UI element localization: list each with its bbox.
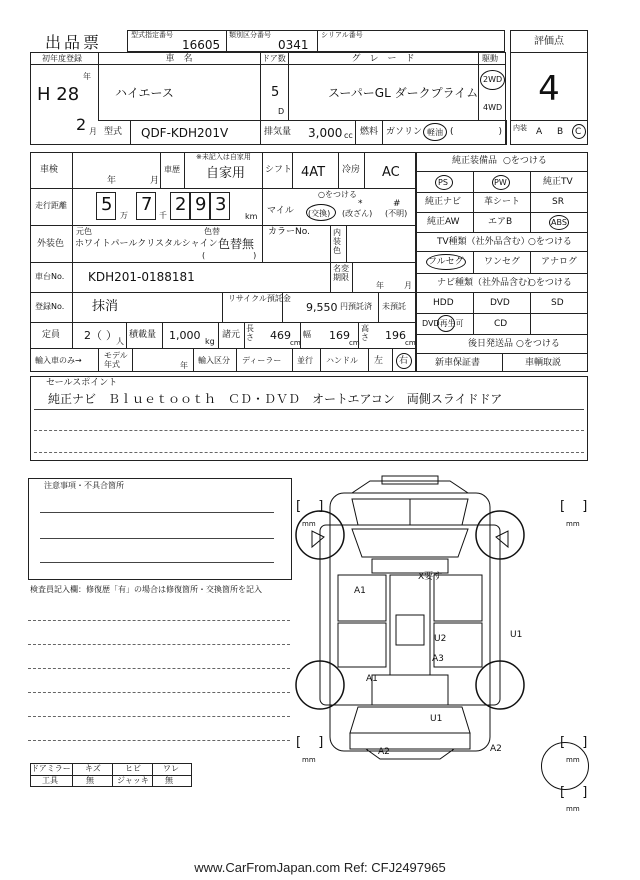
tv-label: TV種類（社外品含む） xyxy=(437,237,530,247)
mark-u1-rear: U1 xyxy=(430,714,443,724)
mark-a2-left: A2 xyxy=(378,747,390,757)
interior-color-label: 内装色 xyxy=(333,228,341,255)
class-no-label: 類別区分番号 xyxy=(229,31,271,39)
mileage-digit-3: 2 xyxy=(175,194,187,215)
grade-value: スーパーGL ダークプライム xyxy=(328,86,479,100)
tv-circle-note: ○をつける xyxy=(528,237,572,247)
mileage-digit-5: 3 xyxy=(215,194,227,215)
sales-label: セールスポイント xyxy=(46,378,118,388)
navi-cd: CD xyxy=(494,319,508,329)
mile-mark-star: * xyxy=(358,199,363,209)
title-change-year-unit: 年 xyxy=(376,281,384,290)
kg-unit: kg xyxy=(205,337,215,346)
recycle-not-deposited: 未預託 xyxy=(382,302,406,311)
mileage-label: 走行距離 xyxy=(35,201,67,210)
missing-jack-value: 無 xyxy=(165,776,173,785)
factory-label: 純正装備品 xyxy=(452,156,498,166)
watermark-text: www.CarFromJapan.com Ref: CFJ2497965 xyxy=(194,860,446,875)
missing-jack: ジャッキ xyxy=(117,776,149,785)
displacement-label: 排気量 xyxy=(264,127,292,137)
inspector-label: 検査員記入欄：修復歴「有」の場合は修復箇所・交換箇所を記入 xyxy=(30,585,262,594)
load-value: 1,000 xyxy=(169,329,201,342)
mileage-man-unit: 万 xyxy=(120,211,128,220)
equip-leather: 革シート xyxy=(484,197,521,207)
first-reg-era: H 28 xyxy=(37,84,80,105)
length-label: 長さ xyxy=(246,324,254,342)
spare-tire xyxy=(541,742,589,790)
later-circle-note: ○をつける xyxy=(516,339,560,349)
import-dealer: ディーラー xyxy=(242,356,282,365)
color-no-label: カラーNo. xyxy=(268,227,310,237)
tire-rr-mm: mm xyxy=(566,756,580,764)
missing-tools: 工具 xyxy=(42,776,58,785)
shift-label: シフト xyxy=(265,165,293,175)
fuel-diesel: 軽油 xyxy=(427,128,443,137)
height-label: 高さ xyxy=(361,324,369,342)
tire-rl-bracket: [ ] xyxy=(296,735,324,750)
tv-fullseg: フルセグ xyxy=(428,257,464,267)
ac-value: AC xyxy=(382,165,400,180)
import-class-label: 輸入区分 xyxy=(198,356,230,365)
tire-rl-mm: mm xyxy=(302,756,316,764)
interior-b: B xyxy=(557,127,564,137)
sales-text: 純正ナビ Ｂｌｕｅｔｏｏｔｈ ＣＤ・ＤＶＤ オートエアコン 両側スライドドア xyxy=(48,392,503,406)
first-reg-month-unit: 月 xyxy=(89,127,97,136)
history-note: ※未記入は自家用 xyxy=(196,153,251,161)
doors-label: ドア数 xyxy=(262,54,286,63)
first-reg-label: 初年度登録 xyxy=(42,54,82,63)
capacity-paren: ） xyxy=(106,329,117,342)
shaken-month-unit: 月 xyxy=(150,176,160,186)
recycle-unit: 円預託済 xyxy=(340,302,372,311)
capacity-label: 定員 xyxy=(42,330,61,340)
history-value: 自家用 xyxy=(206,166,246,181)
width-value: 169 xyxy=(329,329,350,342)
equip-abs: ABS xyxy=(551,218,567,227)
tire-fl-bracket: [ ] xyxy=(296,499,324,514)
mark-a1-rear-left: A1 xyxy=(366,674,378,684)
doc-title: 出品票 xyxy=(45,33,103,52)
mark-u2: U2 xyxy=(434,634,447,644)
navi-dvd: DVD xyxy=(490,298,510,308)
first-reg-year-unit: 年 xyxy=(83,72,91,81)
mark-a2-right: A2 xyxy=(490,744,502,754)
displacement-value: 3,000 xyxy=(308,126,343,140)
tire-spare-bracket: [ ] xyxy=(560,785,588,800)
fuel-label: 燃料 xyxy=(360,127,379,137)
interior-c: C xyxy=(575,127,582,137)
tv-analog: アナログ xyxy=(541,257,578,267)
color-change-label: 色替 xyxy=(204,227,220,236)
tire-fl-mm: mm xyxy=(302,520,316,528)
load-label: 積載量 xyxy=(129,330,157,340)
chassis-label: 車台No. xyxy=(35,272,65,281)
model-year-label: モデル年式 xyxy=(104,351,128,369)
handle-left: 左 xyxy=(374,356,384,366)
later-label: 後日発送品 xyxy=(468,339,514,349)
doors-suffix: D xyxy=(278,107,285,116)
width-cm: cm xyxy=(349,339,360,347)
shaken-year-unit: 年 xyxy=(107,176,117,186)
sales-section xyxy=(30,376,588,461)
type-no: 16605 xyxy=(182,38,221,52)
equip-ps: PS xyxy=(438,178,448,187)
history-label: 車歴 xyxy=(164,165,180,174)
model-label: 型式 xyxy=(104,127,123,137)
model-value: QDF-KDH201V xyxy=(141,126,229,140)
caution-label: 注意事項・不具合箇所 xyxy=(44,481,124,490)
color-change-paren: ( ) xyxy=(202,251,257,260)
fuel-other: ( ) xyxy=(450,127,503,137)
shaken-label: 車検 xyxy=(40,165,59,175)
missing-tools-value: 無 xyxy=(86,776,94,785)
import-parallel: 並行 xyxy=(297,356,313,365)
capacity-value: 2（ xyxy=(84,329,102,342)
equip-pw: PW xyxy=(494,178,507,187)
reg-label: 登録No. xyxy=(35,302,65,311)
interior-a: A xyxy=(536,127,543,137)
person-unit: 人 xyxy=(116,337,124,346)
equip-navi: 純正ナビ xyxy=(425,197,462,207)
class-no: 0341 xyxy=(278,38,309,52)
equip-aw: 純正AW xyxy=(427,217,460,227)
length-value: 469 xyxy=(270,329,291,342)
mile-label: マイル xyxy=(267,206,294,216)
import-label: 輸入車のみ→ xyxy=(35,356,82,365)
tire-spare-mm: mm xyxy=(566,805,580,813)
recycle-label: リサイクル預託金 xyxy=(228,294,291,303)
score-label: 評価点 xyxy=(534,36,564,47)
equip-tv: 純正TV xyxy=(543,177,573,187)
mile-tampered: (改ざん) xyxy=(342,209,373,218)
mark-a1-front-left: A1 xyxy=(354,586,366,596)
title-change-label: 名変期限 xyxy=(333,264,349,282)
tv-oneseg: ワンセグ xyxy=(484,257,521,267)
cc-unit: cc xyxy=(344,131,353,140)
car-name: ハイエース xyxy=(115,86,174,100)
title-change-month-unit: 月 xyxy=(404,281,412,290)
handle-label: ハンドル xyxy=(326,356,358,365)
height-value: 196 xyxy=(385,329,406,342)
color-label: 外装色 xyxy=(37,239,65,249)
serial-label: シリアル番号 xyxy=(321,31,363,39)
km-unit: km xyxy=(245,212,258,221)
missing-header-mirror: ドアミラー xyxy=(31,764,71,773)
missing-header-crack: ヒビ xyxy=(125,764,141,773)
drive-4wd: 4WD xyxy=(483,103,503,112)
import-year-unit: 年 xyxy=(180,361,188,370)
mark-u1-right: U1 xyxy=(510,630,523,640)
doors-value: 5 xyxy=(271,85,280,100)
grade-label: グ レ ー ド xyxy=(351,54,415,64)
mark-x-needs: X要す xyxy=(418,572,443,582)
mile-mark-hash: # xyxy=(393,199,401,209)
caution-box xyxy=(28,478,292,580)
navi-dvd-playback: DVD再生可 xyxy=(422,319,464,328)
handle-right: 右 xyxy=(399,356,409,366)
navi-sd: SD xyxy=(551,298,564,308)
color-change-value: 色替無 xyxy=(218,237,255,251)
orig-color-label: 元色 xyxy=(76,227,92,236)
equip-sr: SR xyxy=(552,197,564,207)
size-label: 諸元 xyxy=(222,330,241,340)
navi-type-label: ナビ種類（社外品含む） xyxy=(437,278,537,288)
height-cm: cm xyxy=(405,339,416,347)
tire-rr-bracket: [ ] xyxy=(560,735,588,750)
later-warranty: 新車保証書 xyxy=(435,358,481,368)
drive-label: 駆動 xyxy=(482,54,498,63)
reg-value: 抹消 xyxy=(92,299,119,314)
navi-hdd: HDD xyxy=(433,298,454,308)
first-reg-month: 2 xyxy=(76,115,87,134)
car-name-label: 車 名 xyxy=(165,54,193,64)
equip-airbag: エアB xyxy=(488,217,513,227)
later-manual: 車輌取説 xyxy=(525,358,562,368)
orig-color: ホワイトパールクリスタルシャイン xyxy=(75,239,218,249)
shift-value: 4AT xyxy=(301,165,326,180)
type-no-label: 型式指定番号 xyxy=(131,31,173,39)
missing-header-scratch: キズ xyxy=(85,764,101,773)
mileage-sen-unit: 千 xyxy=(159,211,167,220)
drive-2wd: 2WD xyxy=(483,75,503,84)
mark-a3: A3 xyxy=(432,654,444,664)
recycle-value: 9,550 xyxy=(306,301,338,314)
mileage-digit-2: 7 xyxy=(141,194,153,215)
ac-label: 冷房 xyxy=(342,165,361,175)
mileage-digit-1: 5 xyxy=(101,194,113,215)
width-label: 幅 xyxy=(303,330,311,339)
score-value: 4 xyxy=(538,69,560,109)
mile-circle-note: ○をつける xyxy=(318,190,357,199)
mile-exchange: (交換) xyxy=(308,209,331,218)
interior-label: 内装 xyxy=(513,124,527,132)
missing-header-break: ワレ xyxy=(163,764,179,773)
length-cm: cm xyxy=(290,339,301,347)
mileage-digit-4: 9 xyxy=(195,194,207,215)
tire-fr-mm: mm xyxy=(566,520,580,528)
mile-unknown: (不明) xyxy=(385,209,408,218)
chassis-value: KDH201-0188181 xyxy=(88,270,195,284)
factory-circle-note: ○をつける xyxy=(503,156,547,166)
tire-fr-bracket: [ ] xyxy=(560,499,588,514)
navi-circle-note: ○をつける xyxy=(528,278,572,288)
fuel-gasoline: ガソリン xyxy=(386,127,423,137)
